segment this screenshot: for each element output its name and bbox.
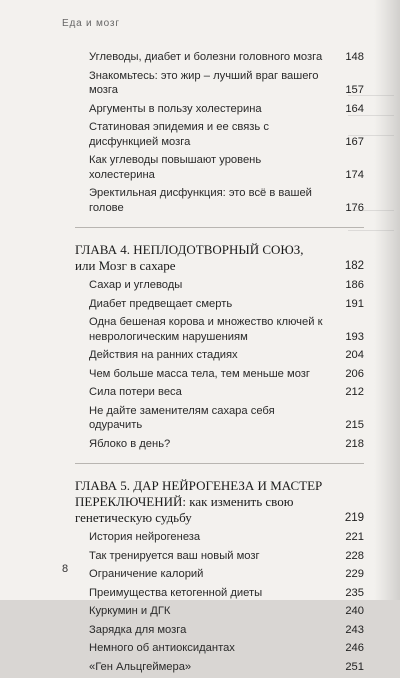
- toc-entry-title: История нейрогенеза: [89, 531, 201, 543]
- chapter-4-heading[interactable]: [75, 242, 364, 274]
- toc-entry-page: 204: [345, 349, 364, 361]
- toc-entry-title: Ограничение калорий: [89, 568, 204, 580]
- toc-entry[interactable]: [75, 404, 364, 433]
- toc-entry-title: «Ген Альцгеймера»: [89, 660, 192, 673]
- toc-entry-page: 215: [345, 419, 364, 431]
- toc-entry-title: Как углеводы повышают уровень холестерина: [89, 154, 262, 181]
- toc-entry[interactable]: [75, 530, 364, 545]
- toc-entry[interactable]: [75, 186, 364, 215]
- toc-entry-title: Действия на ранних стадиях: [89, 349, 238, 361]
- toc-entry[interactable]: [75, 297, 364, 312]
- toc-entry-page: 186: [345, 279, 364, 291]
- chapter-title: ГЛАВА 5. ДАР НЕЙРОГЕНЕЗА И МАСТЕР ПЕРЕКЛЮЧЕНИЙ: как изменить свою генетическую судьбу: [75, 478, 323, 525]
- toc-entry[interactable]: [75, 315, 364, 344]
- toc-entry-title: Диабет предвещает смерть: [89, 297, 233, 310]
- toc-entry-title: Не дайте заменителям сахара себя одурачить: [89, 404, 275, 431]
- toc-entry[interactable]: [75, 604, 364, 619]
- toc-entry-title: Сахар и углеводы: [89, 279, 183, 291]
- toc-entry-page: 228: [345, 549, 364, 562]
- toc-entry-title: Знакомьтесь: это жир – лучший враг вашего мозга: [89, 69, 319, 96]
- toc-entry[interactable]: [75, 586, 364, 601]
- toc-entry-title: Углеводы, диабет и болезни головного мозга: [89, 51, 323, 63]
- toc-entry-title: Чем больше масса тела, тем меньше мозг: [89, 367, 311, 380]
- toc-entry[interactable]: [75, 437, 364, 452]
- toc-entry-page: 167: [345, 135, 364, 148]
- toc-entry-page: 221: [345, 531, 364, 543]
- toc-entry[interactable]: [75, 120, 364, 149]
- toc-entry[interactable]: [75, 69, 364, 98]
- toc-entry-page: 229: [345, 568, 364, 580]
- toc-entry[interactable]: [75, 102, 364, 117]
- toc-entry-title: Куркумин и ДГК: [89, 605, 171, 617]
- page-number: 8: [62, 563, 69, 575]
- toc-entry-page: 148: [345, 51, 364, 63]
- chapter-5-heading[interactable]: [75, 478, 364, 526]
- toc-entry-page: 191: [345, 297, 364, 310]
- toc-entry-page: 176: [345, 201, 364, 214]
- toc-entry-title: Статиновая эпидемия и ее связь с дисфункцией мозга: [89, 121, 269, 148]
- toc-entry-title: Аргументы в пользу холестерина: [89, 102, 262, 115]
- toc-entry-page: 246: [345, 642, 364, 654]
- chapter-4-entries: [75, 278, 364, 451]
- toc-entry-title: Так тренируется ваш новый мозг: [89, 549, 260, 562]
- chapter-title: ГЛАВА 4. НЕПЛОДОТВОРНЫЙ СОЮЗ, или Мозг в сахаре: [75, 242, 304, 273]
- toc-entry-page: 243: [345, 623, 364, 636]
- toc-entry-page: 206: [345, 367, 364, 380]
- section-divider: [75, 463, 364, 464]
- toc-entry[interactable]: [75, 567, 364, 582]
- toc-entry[interactable]: [75, 50, 364, 65]
- toc-entry-page: 212: [345, 386, 364, 398]
- toc-entry-title: Эректильная дисфункция: это всё в вашей голове: [89, 187, 312, 214]
- pre-entries-list: [75, 50, 364, 215]
- toc-entry-page: 157: [345, 84, 364, 96]
- chapter-page-number: 219: [344, 512, 364, 524]
- running-head: Еда и мозг: [62, 18, 120, 29]
- chapter-5-entries: [75, 530, 364, 674]
- toc-entry-page: 251: [345, 660, 364, 673]
- toc-entry[interactable]: [75, 153, 364, 182]
- toc-entry-page: 235: [345, 586, 364, 599]
- toc-entry[interactable]: [75, 623, 364, 638]
- toc-entry[interactable]: [75, 278, 364, 293]
- section-divider: [75, 227, 364, 228]
- toc-entry-page: 218: [345, 437, 364, 450]
- toc-entry[interactable]: [75, 348, 364, 363]
- toc-entry-title: Одна бешеная корова и множество ключей к неврологическим нарушениям: [89, 316, 323, 343]
- toc-entry[interactable]: [75, 549, 364, 564]
- toc-entry-page: 193: [345, 330, 364, 343]
- toc-entry[interactable]: [75, 367, 364, 382]
- toc-entry[interactable]: [75, 641, 364, 656]
- toc-entry-title: Зарядка для мозга: [89, 623, 187, 636]
- toc-entry[interactable]: [75, 385, 364, 400]
- table-of-contents: [75, 50, 364, 678]
- chapter-page-number: 182: [344, 260, 364, 272]
- spine-shadow: [374, 0, 400, 600]
- toc-entry-page: 240: [345, 605, 364, 617]
- toc-entry-title: Немного об антиоксидантах: [89, 642, 235, 654]
- toc-entry-page: 164: [345, 102, 364, 115]
- toc-entry-title: Яблоко в день?: [89, 437, 171, 450]
- toc-entry-page: 174: [345, 168, 364, 181]
- toc-entry-title: Сила потери веса: [89, 386, 182, 398]
- toc-entry-title: Преимущества кетогенной диеты: [89, 586, 263, 599]
- toc-entry[interactable]: [75, 660, 364, 675]
